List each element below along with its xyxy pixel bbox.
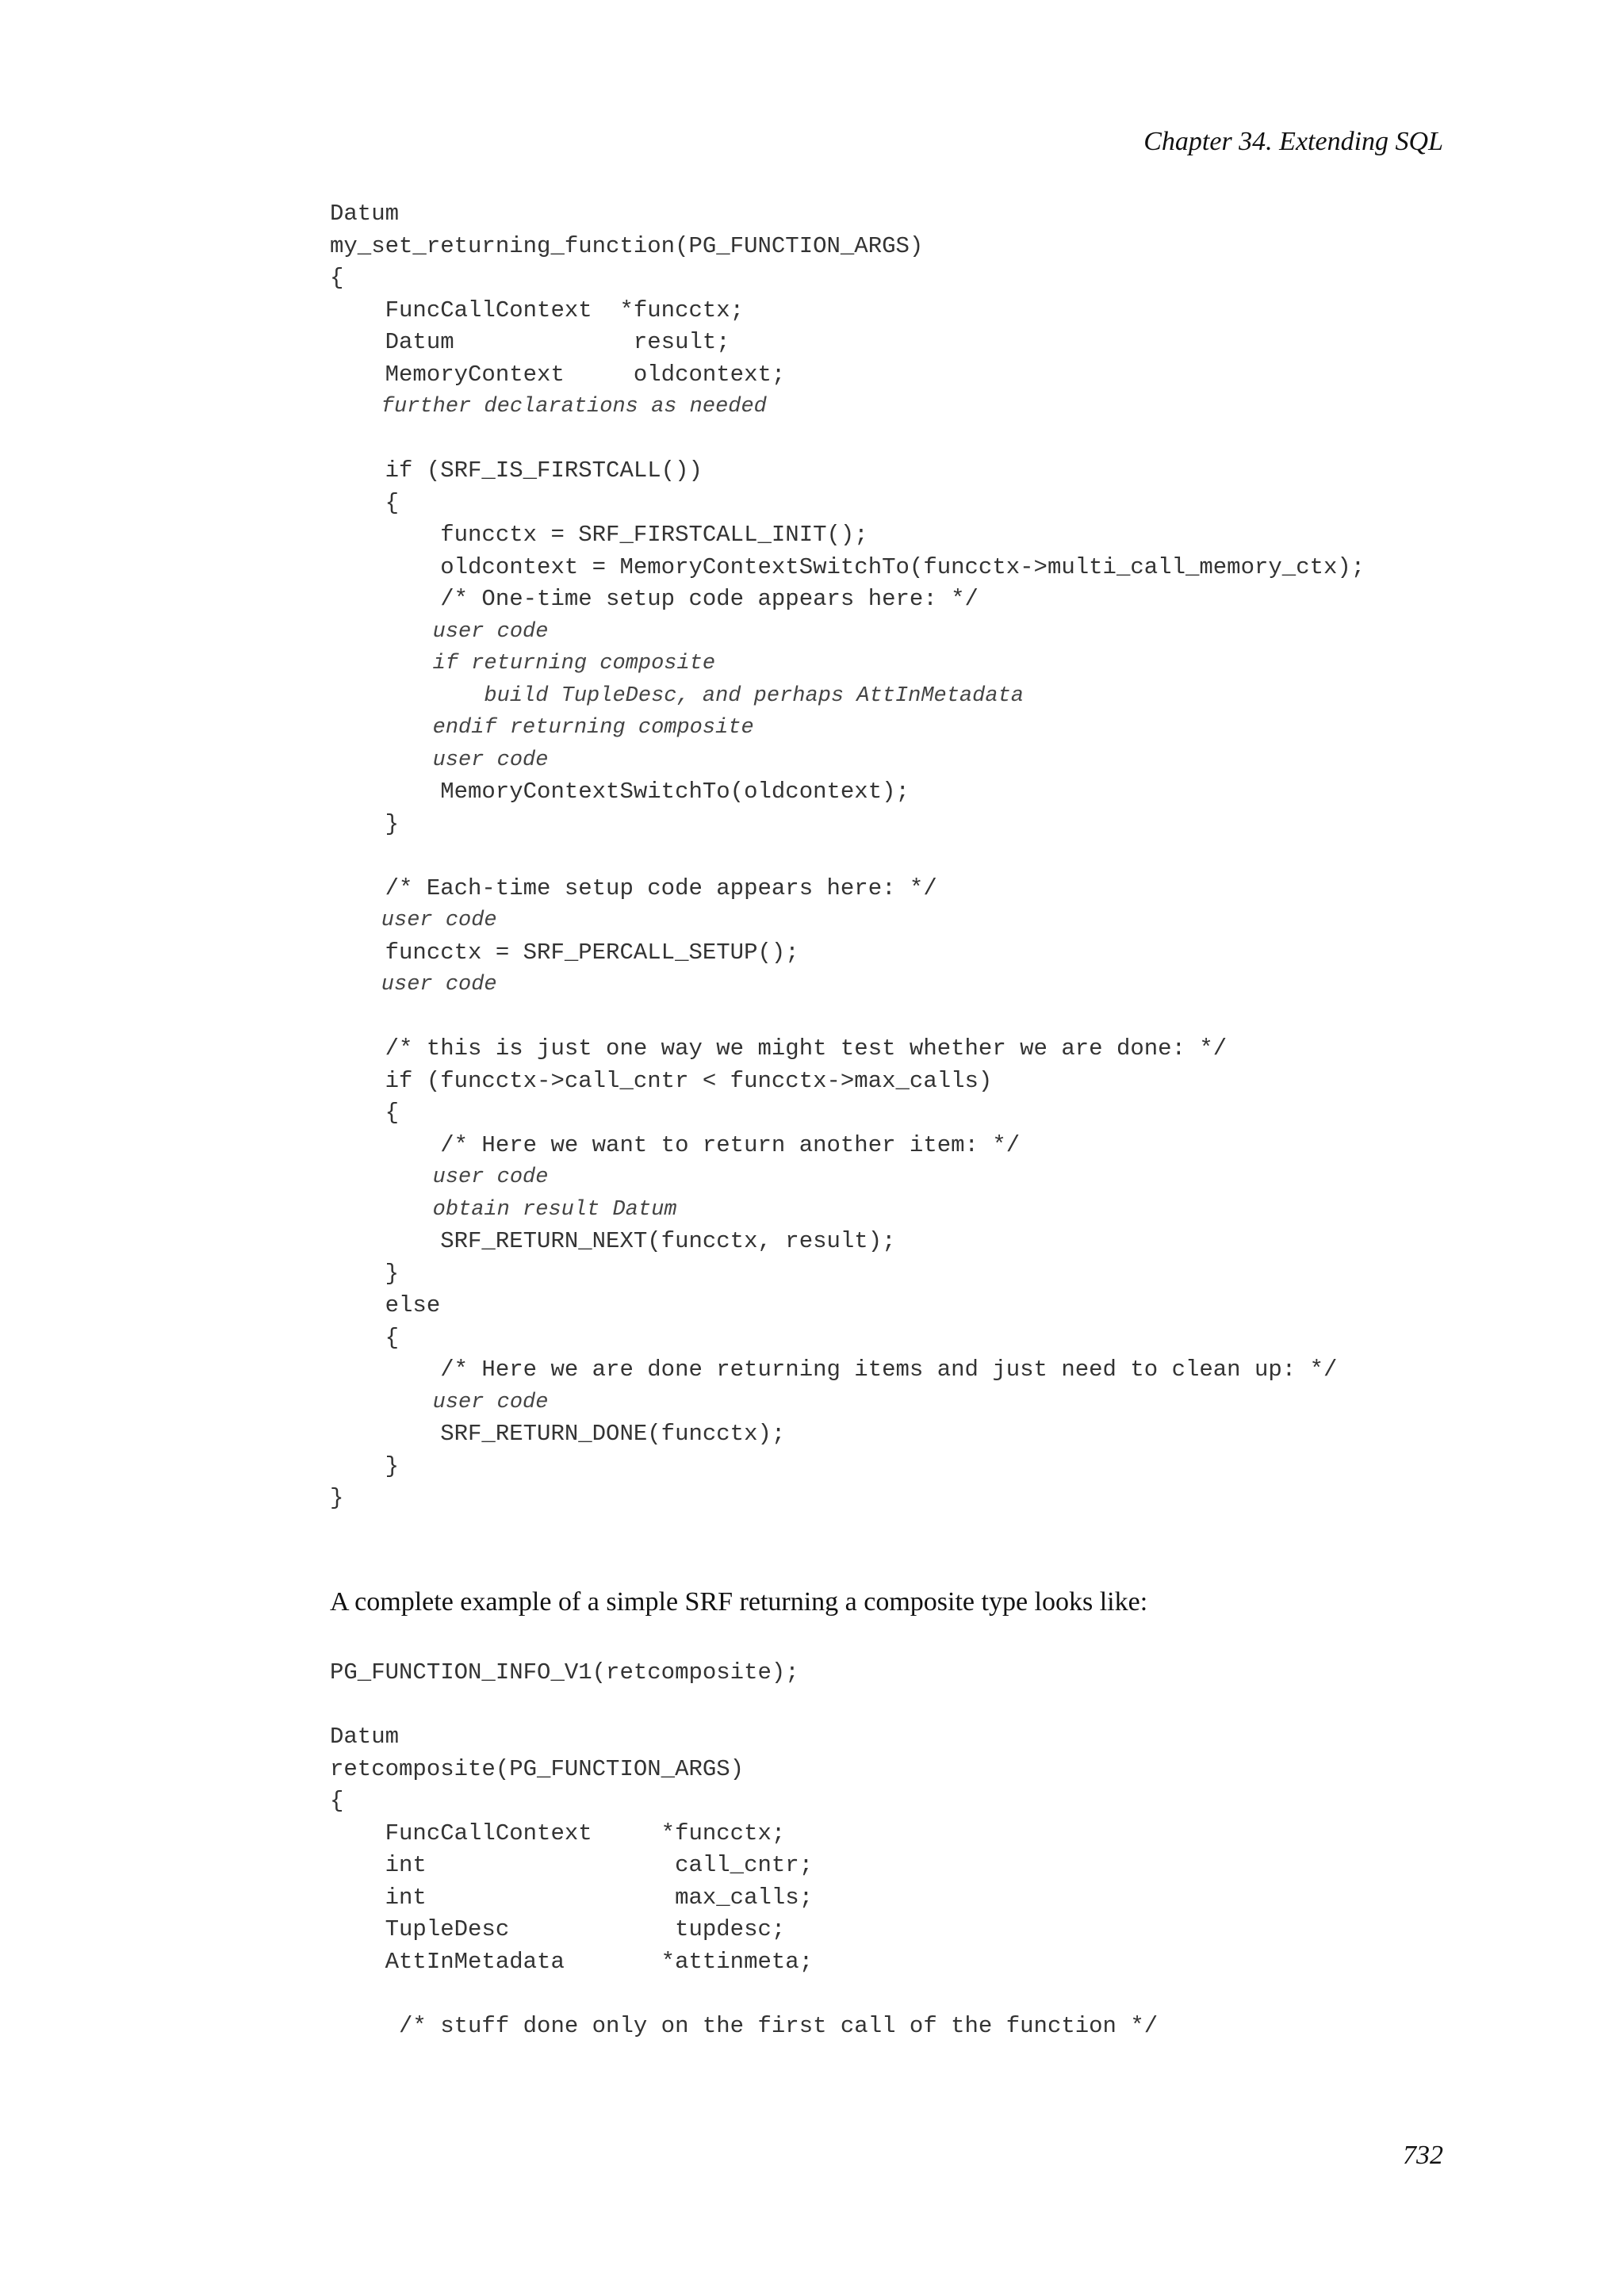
code-placeholder-line: user code (330, 1390, 549, 1414)
code-line: int call_cntr; (330, 1852, 814, 1878)
code-placeholder-line: if returning composite (330, 652, 716, 675)
code-line: /* this is just one way we might test whether we are done: */ (330, 1035, 1228, 1062)
code-line: } (330, 1452, 400, 1479)
code-line: SRF_RETURN_DONE(funcctx); (330, 1421, 786, 1447)
code-line: FuncCallContext *funcctx; (330, 297, 745, 323)
code-line: retcomposite(PG_FUNCTION_ARGS) (330, 1755, 745, 1782)
code-line (330, 423, 1365, 456)
code-placeholder-line: obtain result Datum (330, 1197, 677, 1222)
code-line: FuncCallContext *funcctx; (330, 1820, 786, 1846)
code-placeholder-line: user code (330, 619, 549, 644)
code-line: } (330, 1260, 400, 1287)
code-line: funcctx = SRF_FIRSTCALL_INIT(); (330, 522, 868, 548)
code-line (330, 1001, 1365, 1034)
code-line: MemoryContext oldcontext; (330, 361, 786, 388)
page-number: 732 (1403, 2141, 1443, 2170)
code-line (330, 840, 1365, 873)
code-placeholder-line: user code (330, 748, 549, 772)
code-line: funcctx = SRF_PERCALL_SETUP(); (330, 939, 799, 966)
code-line: AttInMetadata *attinmeta; (330, 1948, 814, 1975)
code-line: /* stuff done only on the first call of the function */ (330, 2012, 1159, 2039)
code-placeholder-line: build TupleDesc, and perhaps AttInMetadata (330, 683, 1024, 708)
code-line: if (SRF_IS_FIRSTCALL()) (330, 457, 703, 484)
code-line: /* Here we are done returning items and just need to clean up: */ (330, 1357, 1338, 1383)
code-line: /* Each-time setup code appears here: */ (330, 874, 937, 901)
code-line: Datum (330, 1724, 400, 1750)
code-placeholder-line: user code (330, 973, 497, 997)
code-line: } (330, 1485, 344, 1511)
code-line: { (330, 265, 344, 291)
chapter-header: Chapter 34. Extending SQL (1143, 127, 1443, 156)
code-line: } (330, 810, 400, 837)
code-line: int max_calls; (330, 1884, 814, 1911)
code-line (330, 1978, 1158, 2011)
code-line: { (330, 1100, 400, 1126)
code-line: oldcontext = MemoryContextSwitchTo(funcctx->multi_call_memory_ctx); (330, 553, 1365, 580)
code-block-srf-skeleton (330, 198, 1365, 1515)
code-line: { (330, 1324, 400, 1351)
code-line: /* One-time setup code appears here: */ (330, 586, 979, 612)
code-placeholder-line: user code (330, 909, 497, 932)
code-line: Datum (330, 201, 400, 227)
code-line: { (330, 1788, 344, 1814)
code-block-retcomposite (330, 1657, 1158, 2042)
code-placeholder-line: further declarations as needed (330, 395, 767, 419)
code-line: else (330, 1292, 441, 1318)
code-line: if (funcctx->call_cntr < funcctx->max_calls) (330, 1067, 993, 1094)
code-line: MemoryContextSwitchTo(oldcontext); (330, 779, 910, 805)
code-line: Datum result; (330, 329, 730, 355)
code-line (330, 1689, 1158, 1722)
code-line: PG_FUNCTION_INFO_V1(retcomposite); (330, 1659, 799, 1686)
code-line: TupleDesc tupdesc; (330, 1916, 786, 1942)
code-line: { (330, 489, 400, 516)
body-paragraph: A complete example of a simple SRF returning a composite type looks like: (330, 1587, 1148, 1617)
code-line: my_set_returning_function(PG_FUNCTION_ARGS) (330, 232, 924, 259)
code-placeholder-line: endif returning composite (330, 716, 754, 740)
code-line: /* Here we want to return another item: */ (330, 1131, 1021, 1158)
code-placeholder-line: user code (330, 1165, 549, 1189)
code-line: SRF_RETURN_NEXT(funcctx, result); (330, 1228, 896, 1254)
